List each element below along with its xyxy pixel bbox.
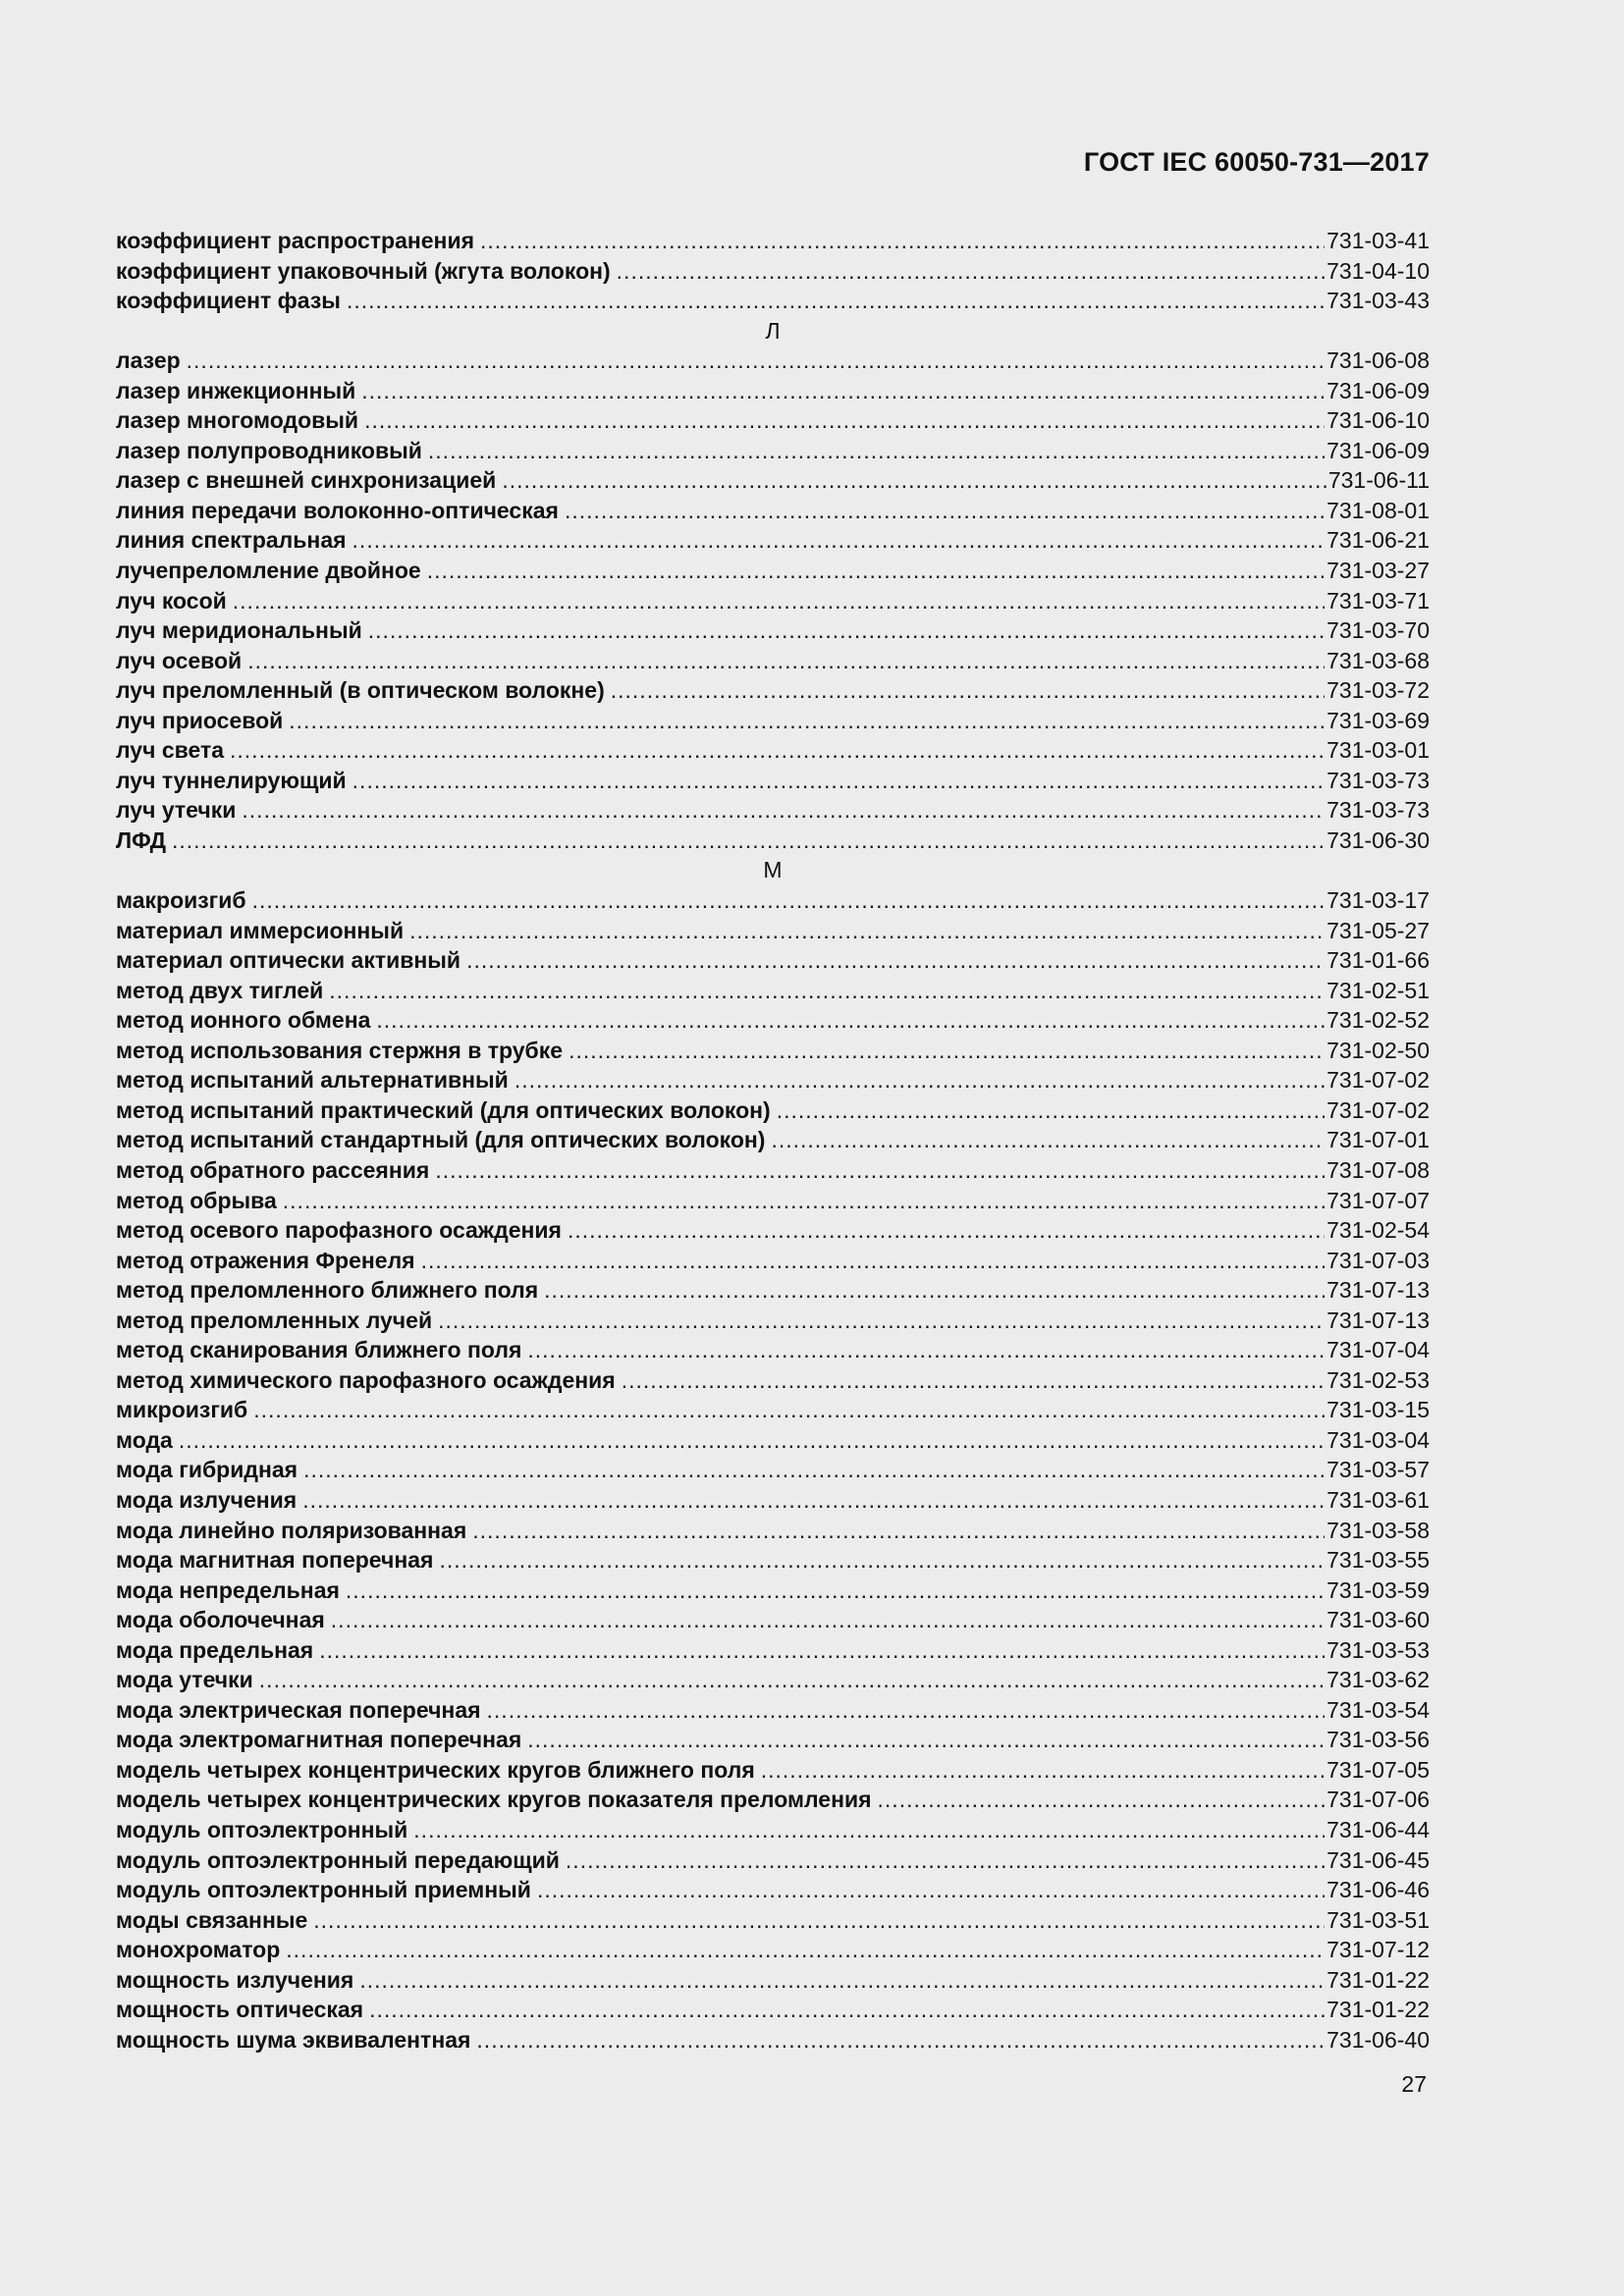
index-reference: 731-07-08 [1326,1156,1430,1183]
index-entry [116,1845,1430,1876]
index-reference: 731-03-72 [1326,677,1430,704]
index-reference: 731-06-40 [1326,2026,1430,2053]
index-entry [116,615,1430,646]
dot-leader [435,1155,1325,1186]
index-term: модуль оптоэлектронный [116,1816,408,1842]
dot-leader [331,1605,1325,1635]
index-entry [116,405,1430,436]
index-entry [116,1516,1430,1546]
index-term: метод испытаний стандартный (для оптических волокон) [116,1127,766,1153]
dot-leader [302,1485,1325,1516]
dot-leader [259,1665,1325,1695]
index-entry [116,525,1430,556]
index-entry [116,556,1430,586]
dot-leader [544,1275,1325,1306]
index-reference: 731-03-54 [1326,1696,1430,1723]
index-entry [116,976,1430,1006]
index-term: материал иммерсионный [116,917,405,943]
dot-leader [179,1425,1325,1456]
index-term: метод использования стержня в трубке [116,1037,564,1063]
index-entry [116,766,1430,796]
index-entry [116,346,1430,376]
dot-leader [537,1875,1325,1905]
index-entry [116,1395,1430,1425]
index-reference: 731-02-53 [1326,1366,1430,1393]
dot-leader [286,1935,1325,1965]
index-entry [116,646,1430,676]
dot-leader [233,586,1325,616]
index-reference: 731-03-68 [1326,647,1430,673]
index-entry [116,826,1430,856]
index-entry [116,1605,1430,1635]
dot-leader [527,1725,1325,1755]
index-entry [116,436,1430,466]
index-reference: 731-06-09 [1326,437,1430,463]
index-reference: 731-06-45 [1326,1846,1430,1873]
index-reference: 731-03-17 [1326,887,1430,914]
index-reference: 731-03-60 [1326,1607,1430,1633]
index-term: мода предельная [116,1636,314,1663]
dot-leader [777,1095,1325,1126]
index-reference: 731-01-22 [1326,1966,1430,1993]
index-entry [116,1905,1430,1936]
index-entry [116,2025,1430,2056]
index-term: ЛФД [116,827,166,853]
dot-leader [771,1125,1325,1155]
dot-leader [347,286,1325,316]
index-entry [116,1485,1430,1516]
index-entry [116,1095,1430,1126]
index-entry [116,1186,1430,1216]
index-term: метод химического парофазного осаждения [116,1366,616,1393]
index-term: луч осевой [116,647,243,673]
index-reference: 731-03-55 [1326,1547,1430,1574]
dot-leader [413,1815,1325,1845]
index-term: модель четырех концентрических кругов показателя преломления [116,1787,872,1813]
index-reference: 731-03-73 [1326,797,1430,824]
index-entry [116,1755,1430,1786]
dot-leader [421,1246,1326,1276]
dot-leader [527,1335,1325,1365]
index-reference: 731-03-27 [1326,558,1430,584]
index-term: метод преломленных лучей [116,1307,433,1333]
dot-leader [329,976,1325,1006]
index-term: мощность излучения [116,1966,354,1993]
index-term: метод испытаний альтернативный [116,1067,509,1094]
index-reference: 731-03-71 [1326,587,1430,614]
index-term: мода оболочечная [116,1607,325,1633]
index-reference: 731-02-52 [1326,1007,1430,1034]
index-reference: 731-07-13 [1326,1307,1430,1333]
index-term: мощность шума эквивалентная [116,2026,471,2053]
index-term: мода излучения [116,1486,298,1513]
dot-leader [247,646,1325,676]
dot-leader [303,1455,1325,1485]
index-reference: 731-03-01 [1326,737,1430,764]
dot-leader [289,706,1325,736]
index-reference: 731-03-15 [1326,1397,1430,1423]
index-entry [116,795,1430,826]
index-term: луч туннелирующий [116,767,347,793]
index-term: мода электромагнитная поперечная [116,1727,522,1753]
index-entry [116,1425,1430,1456]
index-term: лазер инжекционный [116,377,356,403]
index-reference: 731-07-13 [1326,1277,1430,1304]
index-reference: 731-02-51 [1326,977,1430,1003]
index-entry [116,1246,1430,1276]
dot-leader [611,675,1325,706]
dot-leader [369,1995,1325,2025]
index-entry [116,1545,1430,1575]
dot-leader [187,346,1325,376]
index-reference: 731-06-30 [1326,827,1430,853]
index-entry [116,1965,1430,1996]
dot-leader [622,1365,1325,1396]
index-reference: 731-07-01 [1326,1127,1430,1153]
dot-leader [514,1065,1325,1095]
index-entry [116,1785,1430,1815]
index-reference: 731-03-62 [1326,1667,1430,1693]
index-entry [116,1635,1430,1666]
index-term: линия спектральная [116,527,347,554]
index-term: микроизгиб [116,1397,248,1423]
index-reference: 731-07-02 [1326,1067,1430,1094]
dot-leader [313,1905,1325,1936]
index-entry [116,1455,1430,1485]
index-reference: 731-06-11 [1327,467,1430,494]
index-term: лазер с внешней синхронизацией [116,467,497,494]
index-reference: 731-05-27 [1326,917,1430,943]
dot-leader [466,945,1325,976]
index-reference: 731-01-66 [1326,947,1430,974]
index-reference: 731-03-59 [1326,1576,1430,1603]
index-term: коэффициент распространения [116,228,475,253]
index-entry [116,1275,1430,1306]
index-entry [116,1155,1430,1186]
dot-leader [502,465,1326,496]
index-reference: 731-07-03 [1326,1247,1430,1273]
index-entry [116,916,1430,946]
dot-leader [439,1545,1325,1575]
index-reference: 731-06-44 [1326,1816,1430,1842]
index-entry [116,465,1430,496]
index-term: модуль оптоэлектронный приемный [116,1877,531,1903]
index-reference: 731-07-07 [1326,1187,1430,1213]
index-entry [116,1875,1430,1905]
index-term: мода непредельная [116,1576,340,1603]
index-term: лазер полупроводниковый [116,437,422,463]
index-term: линия передачи волоконно-оптическая [116,497,559,523]
index-reference: 731-03-70 [1326,617,1430,644]
index-entry [116,885,1430,916]
index-term: луч утечки [116,797,237,824]
dot-leader [480,226,1325,256]
index-entry [116,1575,1430,1606]
index-entry [116,1365,1430,1396]
dot-leader [242,795,1325,826]
dot-leader [252,885,1326,916]
index-reference: 731-06-46 [1326,1877,1430,1903]
index-term: мода линейно поляризованная [116,1517,467,1543]
index-entry [116,1665,1430,1695]
page-number: 27 [1401,2071,1427,2097]
dot-leader [230,735,1325,766]
index-term: модуль оптоэлектронный передающий [116,1846,560,1873]
index-entry [116,1125,1430,1155]
index-term: метод двух тиглей [116,977,324,1003]
index-term: коэффициент фазы [116,288,341,314]
index-entry [116,735,1430,766]
index-reference: 731-03-58 [1326,1517,1430,1543]
index-reference: 731-06-08 [1326,347,1430,374]
index-term: мода магнитная поперечная [116,1547,434,1574]
dot-leader [487,1695,1326,1726]
index-term: модель четырех концентрических кругов ближнего поля [116,1756,755,1783]
index-term: мода [116,1426,173,1453]
index-term: метод ионного обмена [116,1007,371,1034]
dot-leader [346,1575,1325,1606]
index-entry [116,1815,1430,1845]
dot-leader [761,1755,1325,1786]
index-reference: 731-07-02 [1326,1096,1430,1123]
index-term: метод отражения Френеля [116,1247,415,1273]
dot-leader [428,436,1325,466]
dot-leader [878,1785,1326,1815]
index-reference: 731-03-51 [1326,1906,1430,1933]
dot-leader [376,1005,1325,1036]
index-entry [116,1036,1430,1066]
index-term: метод преломленного ближнего поля [116,1277,539,1304]
index-term: луч меридиональный [116,617,362,644]
index-entry [116,1065,1430,1095]
dot-leader [568,1215,1325,1246]
index-term: мода гибридная [116,1457,298,1483]
index-entry [116,675,1430,706]
index-reference: 731-03-56 [1326,1727,1430,1753]
term-index-list [116,226,1430,2055]
dot-leader [283,1186,1325,1216]
index-entry [116,1005,1430,1036]
index-entry [116,286,1430,316]
index-reference: 731-06-10 [1326,407,1430,434]
index-entry [116,226,1430,256]
dot-leader [409,916,1325,946]
index-term: метод испытаний практический (для оптических волокон) [116,1096,771,1123]
index-entry [116,1995,1430,2025]
dot-leader [352,766,1325,796]
index-reference: 731-03-69 [1326,707,1430,733]
section-letter: М [763,857,783,883]
index-reference: 731-08-01 [1326,497,1430,523]
index-entry [116,1695,1430,1726]
dot-leader [476,2025,1325,2056]
index-term: лучепреломление двойное [116,558,421,584]
index-reference: 731-03-53 [1326,1636,1430,1663]
index-term: материал оптически активный [116,947,461,974]
index-entry [116,1725,1430,1755]
dot-leader [361,376,1325,406]
index-entry [116,1935,1430,1965]
dot-leader [319,1635,1325,1666]
index-reference: 731-01-22 [1326,1997,1430,2023]
index-term: метод обратного рассеяния [116,1156,430,1183]
index-entry [116,1215,1430,1246]
index-term: мода утечки [116,1667,253,1693]
index-entry [116,1306,1430,1336]
index-reference: 731-03-61 [1326,1486,1430,1513]
index-reference: 731-03-04 [1326,1426,1430,1453]
index-term: моды связанные [116,1906,308,1933]
index-entry [116,496,1430,526]
index-entry [116,376,1430,406]
index-term: метод осевого парофазного осаждения [116,1217,562,1244]
index-term: мощность оптическая [116,1997,364,2023]
index-reference: 731-06-21 [1326,527,1430,554]
index-reference: 731-03-73 [1326,767,1430,793]
index-reference: 731-03-41 [1326,228,1430,253]
dot-leader [352,525,1326,556]
index-term: макроизгиб [116,887,246,914]
index-term: лазер [116,347,181,374]
index-entry [116,706,1430,736]
index-term: метод обрыва [116,1187,277,1213]
dot-leader [617,256,1325,287]
index-reference: 731-06-09 [1326,377,1430,403]
index-reference: 731-07-04 [1326,1337,1430,1363]
index-entry [116,586,1430,616]
dot-leader [368,615,1325,646]
index-reference: 731-07-06 [1326,1787,1430,1813]
dot-leader [253,1395,1325,1425]
index-reference: 731-03-57 [1326,1457,1430,1483]
dot-leader [438,1306,1325,1336]
index-term: лазер многомодовый [116,407,359,434]
dot-leader [566,1845,1325,1876]
document-header: ГОСТ IEC 60050-731—2017 [1083,147,1430,177]
index-reference: 731-03-43 [1326,288,1430,314]
dot-leader [364,405,1325,436]
index-reference: 731-04-10 [1326,257,1430,284]
index-term: метод сканирования ближнего поля [116,1337,522,1363]
dot-leader [568,1036,1325,1066]
index-term: луч преломленный (в оптическом волокне) [116,677,605,704]
index-entry [116,945,1430,976]
index-term: луч косой [116,587,227,614]
dot-leader [172,826,1325,856]
index-reference: 731-02-50 [1326,1037,1430,1063]
index-term: луч приосевой [116,707,284,733]
dot-leader [472,1516,1325,1546]
index-entry [116,1335,1430,1365]
index-reference: 731-07-05 [1326,1756,1430,1783]
index-reference: 731-02-54 [1326,1217,1430,1244]
dot-leader [427,556,1325,586]
index-term: коэффициент упаковочный (жгута волокон) [116,257,611,284]
index-reference: 731-07-12 [1326,1937,1430,1963]
dot-leader [359,1965,1325,1996]
index-term: луч света [116,737,225,764]
section-letter: Л [765,317,781,344]
dot-leader [565,496,1325,526]
index-term: мода электрическая поперечная [116,1696,481,1723]
index-entry [116,256,1430,287]
index-term: монохроматор [116,1937,281,1963]
